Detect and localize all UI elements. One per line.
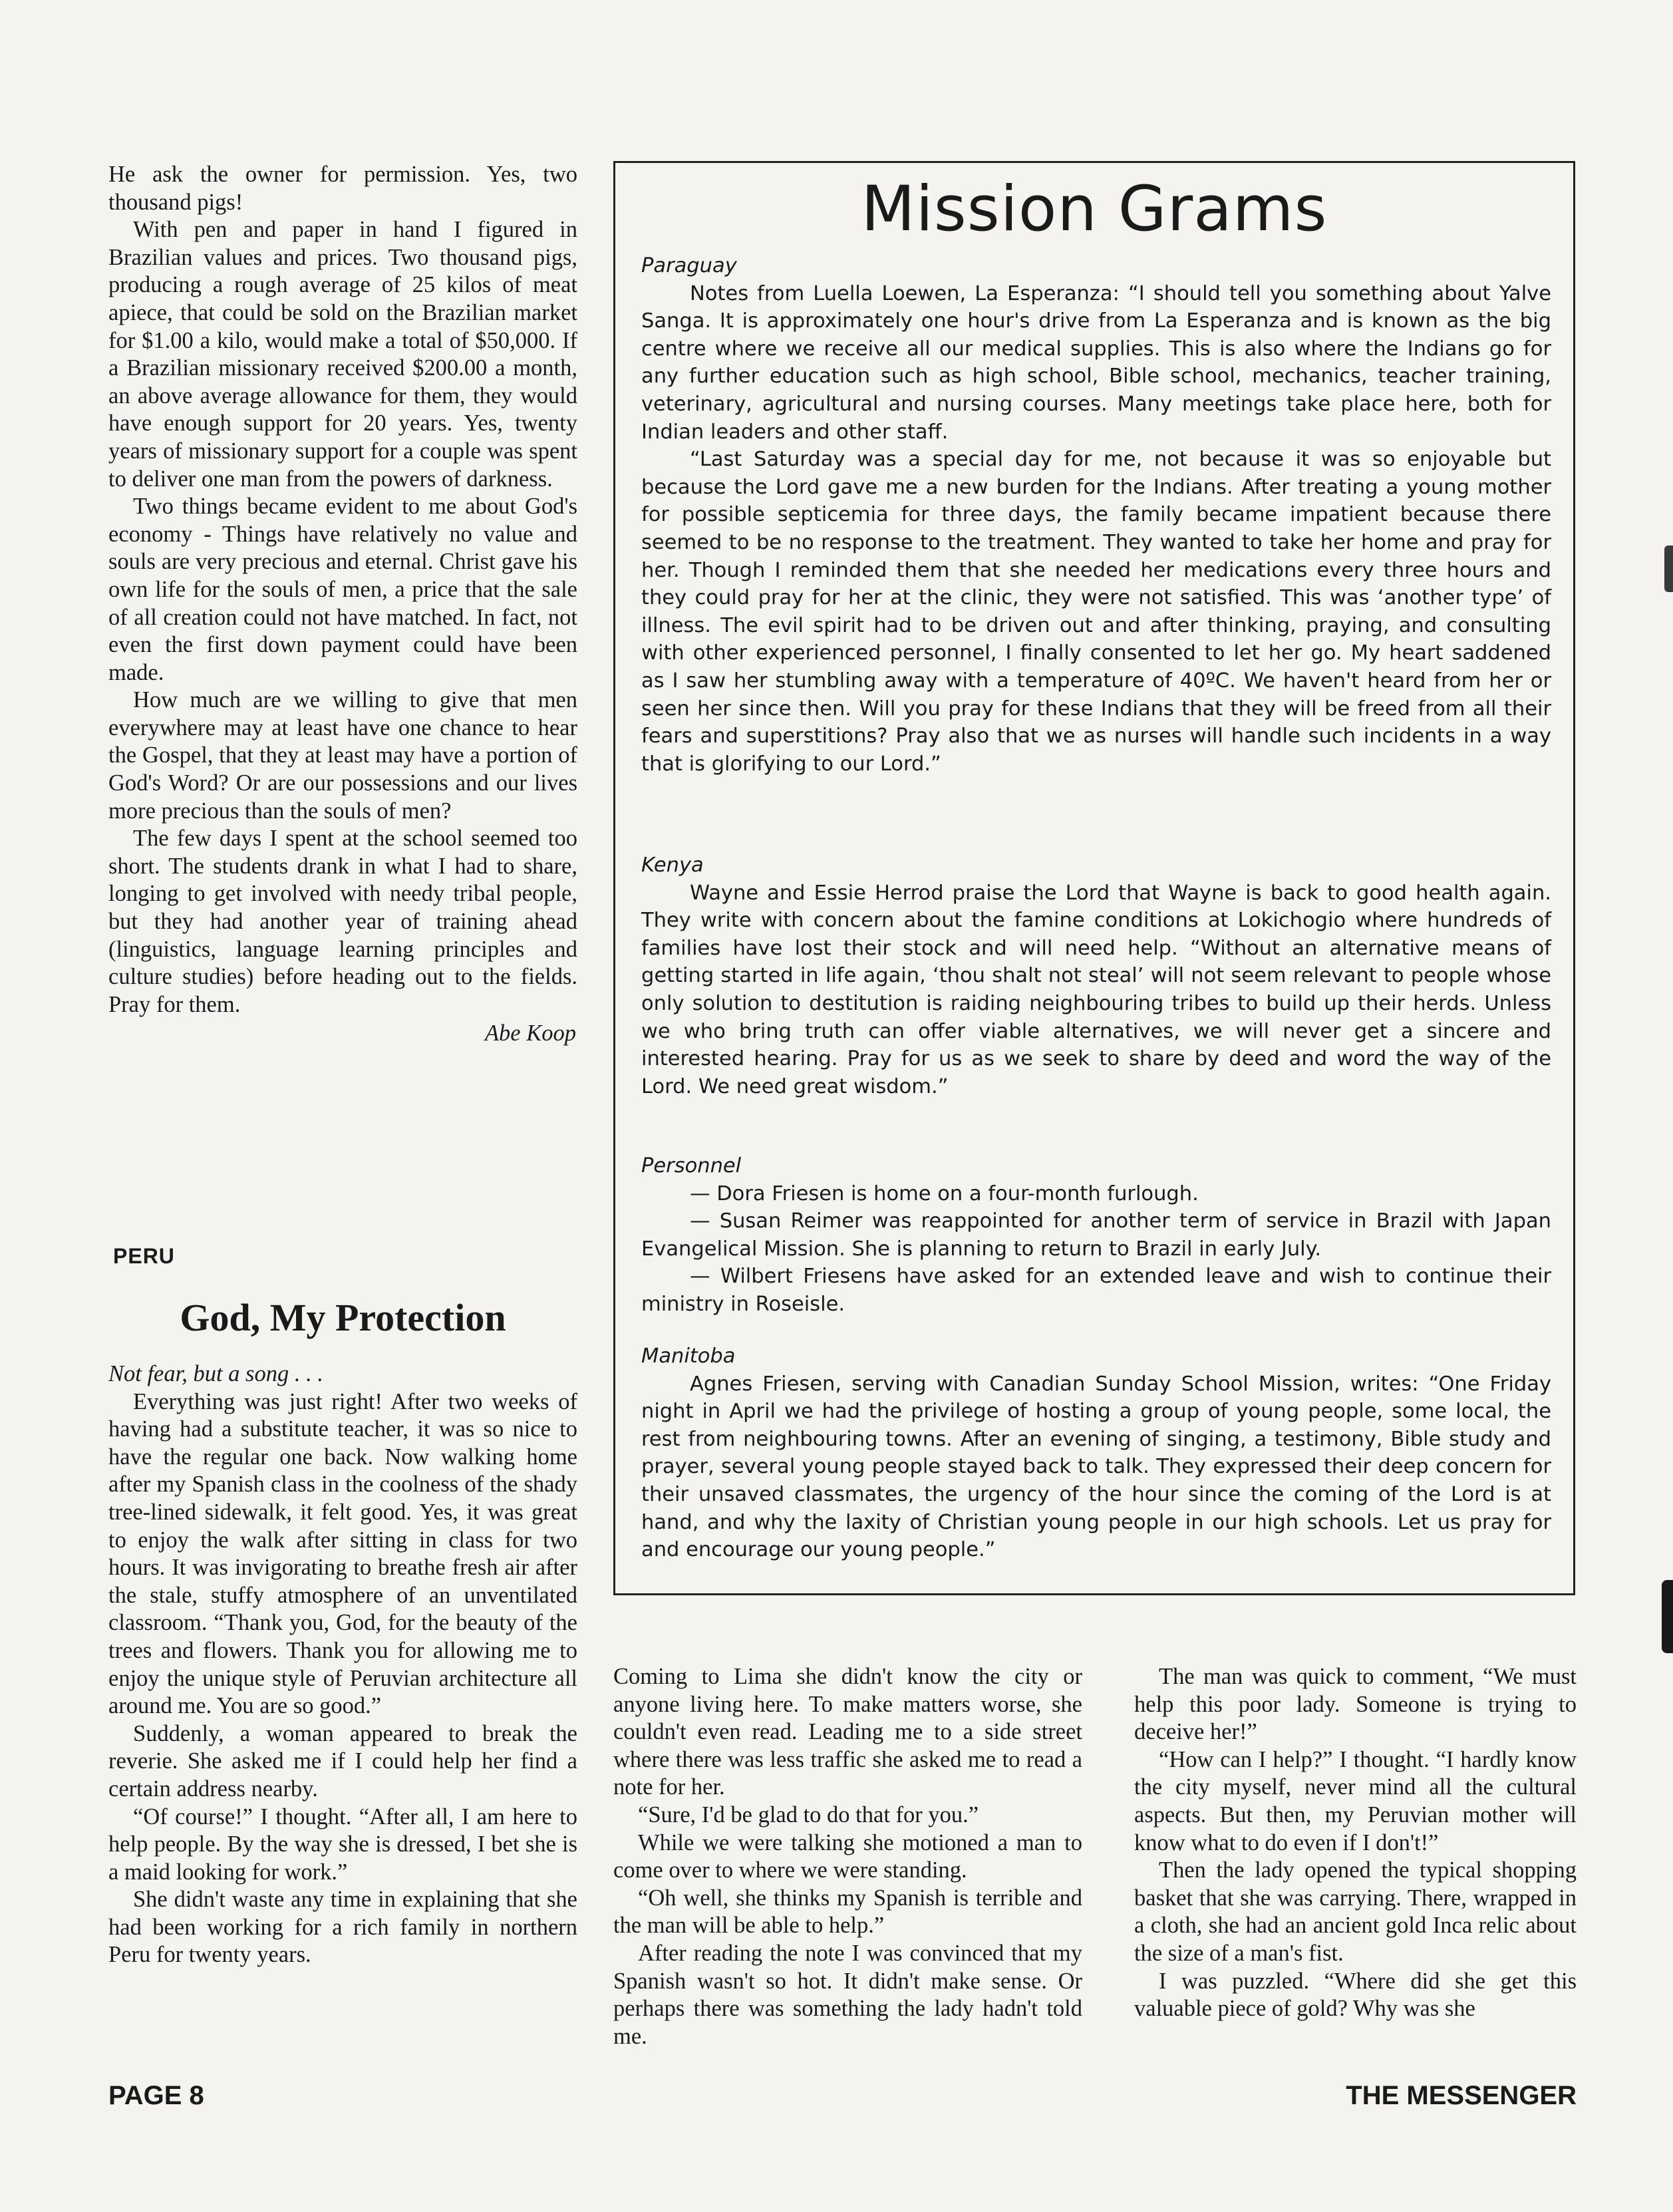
article-column-1 — [108, 1360, 577, 1969]
paragraph: Everything was just right! After two weeks of having had a substitute teacher, it was so nice to have the regular one back. Now walking home after my Spanish class in the coolness of the shady tree-lined sidewalk, it felt good. Yes, it was great to enjoy the walk after sitting in class for two hours. It was invigorating to breathe fresh air after the stale, stuffy atmosphere of an unventilated classroom. “Thank you, God, for the beauty of the trees and flowers. Thank you for allowing me to enjoy the unique style of Peruvian architecture all around me. You are so good.” — [108, 1388, 577, 1719]
paragraph: The man was quick to comment, “We must help this poor lady. Someone is trying to deceive her!” — [1134, 1664, 1577, 1745]
region-personnel — [641, 1152, 1551, 1319]
paragraph: Two things became evident to me about God's economy - Things have relatively no value and souls are very precious and eternal. Christ gave his own life for the souls of men, a price that the sale of all creation could not have matched. In fact, not even the first down payment could have been made. — [108, 494, 577, 685]
paragraph: How much are we willing to give that men everywhere may at least have one chance to hear the Gospel, that they at least may have a portion of God's Word? Or are our possessions and our lives more precious than the souls of men? — [108, 687, 577, 824]
paragraph: He ask the owner for permission. Yes, two thousand pigs! — [108, 162, 577, 215]
article-column-3 — [1134, 1663, 1577, 2023]
previous-article-column — [108, 161, 577, 1048]
paragraph: Then the lady opened the typical shopping basket that she was carrying. There, wrapped in a cloth, she had an ancient gold Inca relic about the size of a man's fist. — [1134, 1857, 1577, 1966]
paragraph: Suddenly, a woman appeared to break the reverie. She asked me if I could help her find a certain address nearby. — [108, 1720, 577, 1802]
paragraph: “How can I help?” I thought. “I hardly know the city myself, never mind all the cultural aspects. But then, my Peruvian mother will know what to do even if I don't!” — [1134, 1746, 1577, 1855]
region-heading: Personnel — [641, 1154, 742, 1178]
paragraph: — Susan Reimer was reappointed for another term of service in Brazil with Japan Evangelical Mission. She is planning to return to Brazil in early July. — [641, 1209, 1551, 1261]
publication-name: THE MESSENGER — [1346, 2081, 1577, 2110]
region-heading: Kenya — [641, 854, 704, 877]
scan-edge-mark — [1664, 546, 1673, 592]
paragraph: — Wilbert Friesens have asked for an extended leave and wish to continue their ministry in Roseisle. — [641, 1265, 1551, 1316]
page-number: PAGE 8 — [108, 2081, 204, 2110]
paragraph: Wayne and Essie Herrod praise the Lord that Wayne is back to good health again. They write with concern about the famine conditions at Lokichogio where hundreds of families have lost their stock and will need help. “Without an alternative means of getting started in life again, ‘thou shalt not steal’ will not seem relevant to people whose only solution to destitution is raiding neighbouring tribes to build up their herds. Unless we who bring truth can offer viable alternatives, we will never get a sincere and interested hearing. Pray for us as we seek to share by deed and word the way of the Lord. We need great wisdom.” — [641, 881, 1551, 1098]
paragraph: Notes from Luella Loewen, La Esperanza: “I should tell you something about Yalve Sanga. It is approximately one hour's drive from La Esperanza and is known as the big centre where we receive all our medical supplies. This is also where the Indians go for any further education such as high school, Bible school, mechanics, teacher training, veterinary, agricultural and nursing courses. Many meetings take place here, both for Indian leaders and other staff. — [641, 281, 1551, 444]
paragraph: “Of course!” I thought. “After all, I am here to help people. By the way she is dressed, I bet she is a maid looking for work.” — [108, 1804, 577, 1885]
paragraph: “Last Saturday was a special day for me, not because it was so enjoyable but because the Lord gave me a new burden for the Indians. After treating a young mother for possible septicemia for three days, the family became impatient because there seemed to be no response to the treatment. They wanted to take her home and pray for her. Though I reminded them that she needed her medications every three hours and they could pray for her at the clinic, they were not satisfied. This was ‘another type’ of illness. The evil spirit had to be driven out and after thinking, praying, and consulting with other experienced personnel, I finally consented to let her go. My heart saddened as I saw her stumbling away with a temperature of 40ºC. We haven't heard from her or seen her since then. Will you pray for these Indians that they will be freed from all their fears and superstitions? Pray also that we as nurses will handle such incidents in a way that is glorifying to our Lord.” — [641, 448, 1551, 776]
paragraph: Agnes Friesen, serving with Canadian Sunday School Mission, writes: “One Friday night in April we had the privilege of hosting a group of young people, some local, the rest from neighbouring towns. After an evening of singing, a testimony, Bible study and prayer, several young people stayed back to talk. They expressed their deep concern for their unsaved classmates, the urgency of the hour since the coming of the Lord is at hand, and why the laxity of Christian young people in our high schools. Let us pray for and encourage our young people.” — [641, 1372, 1551, 1562]
box-title: Mission Grams — [861, 173, 1328, 245]
paragraph: Coming to Lima she didn't know the city or anyone living here. To make matters worse, she couldn't even read. Leading me to a side street where there was less traffic she asked me to read a note for her. — [613, 1664, 1082, 1800]
article-headline: God, My Protection — [180, 1296, 506, 1339]
paragraph: After reading the note I was convinced that my Spanish wasn't so hot. It didn't make sense. Or perhaps there was something the lady hadn't told me. — [613, 1940, 1082, 2049]
article-column-2 — [613, 1663, 1082, 2050]
region-kenya — [641, 852, 1551, 1100]
paragraph: While we were talking she motioned a man to come over to where we were standing. — [613, 1829, 1082, 1883]
region-manitoba — [641, 1343, 1551, 1564]
mission-grams-box — [613, 161, 1575, 1595]
region-heading: Paraguay — [641, 254, 737, 277]
author-signature: Abe Koop — [484, 1021, 576, 1046]
paragraph: — Dora Friesen is home on a four-month furlough. — [690, 1182, 1199, 1205]
paragraph: The few days I spent at the school seemed too short. The students drank in what I had to share, longing to get involved with needy tribal people, but they had another year of training ahead (linguistics, language learning principles and culture studies) before heading out to the fields. Pray for them. — [108, 826, 577, 1017]
article-subhead: Not fear, but a song . . . — [108, 1361, 323, 1386]
region-paraguay — [641, 252, 1551, 778]
paragraph: “Sure, I'd be glad to do that for you.” — [638, 1802, 979, 1827]
paragraph: “Oh well, she thinks my Spanish is terrible and the man will be able to help.” — [613, 1885, 1082, 1939]
paragraph: I was puzzled. “Where did she get this valuable piece of gold? Why was she — [1134, 1968, 1577, 2022]
scan-edge-mark — [1662, 1580, 1673, 1653]
paragraph: She didn't waste any time in explaining that she had been working for a rich family in northern Peru for twenty years. — [108, 1887, 577, 1968]
section-label: PERU — [113, 1244, 175, 1268]
paragraph: With pen and paper in hand I figured in Brazilian values and prices. Two thousand pigs, producing a rough average of 25 kilos of meat apiece, that could be sold on the Brazilian market for $1.00 a kilo, would make a total of $50,000. If a Brazilian missionary received $200.00 a month, an above average allowance for them, they would have enough support for 20 years. Yes, twenty years of missionary support for a couple was spent to deliver one man from the powers of darkness. — [108, 217, 577, 492]
region-heading: Manitoba — [641, 1344, 736, 1368]
